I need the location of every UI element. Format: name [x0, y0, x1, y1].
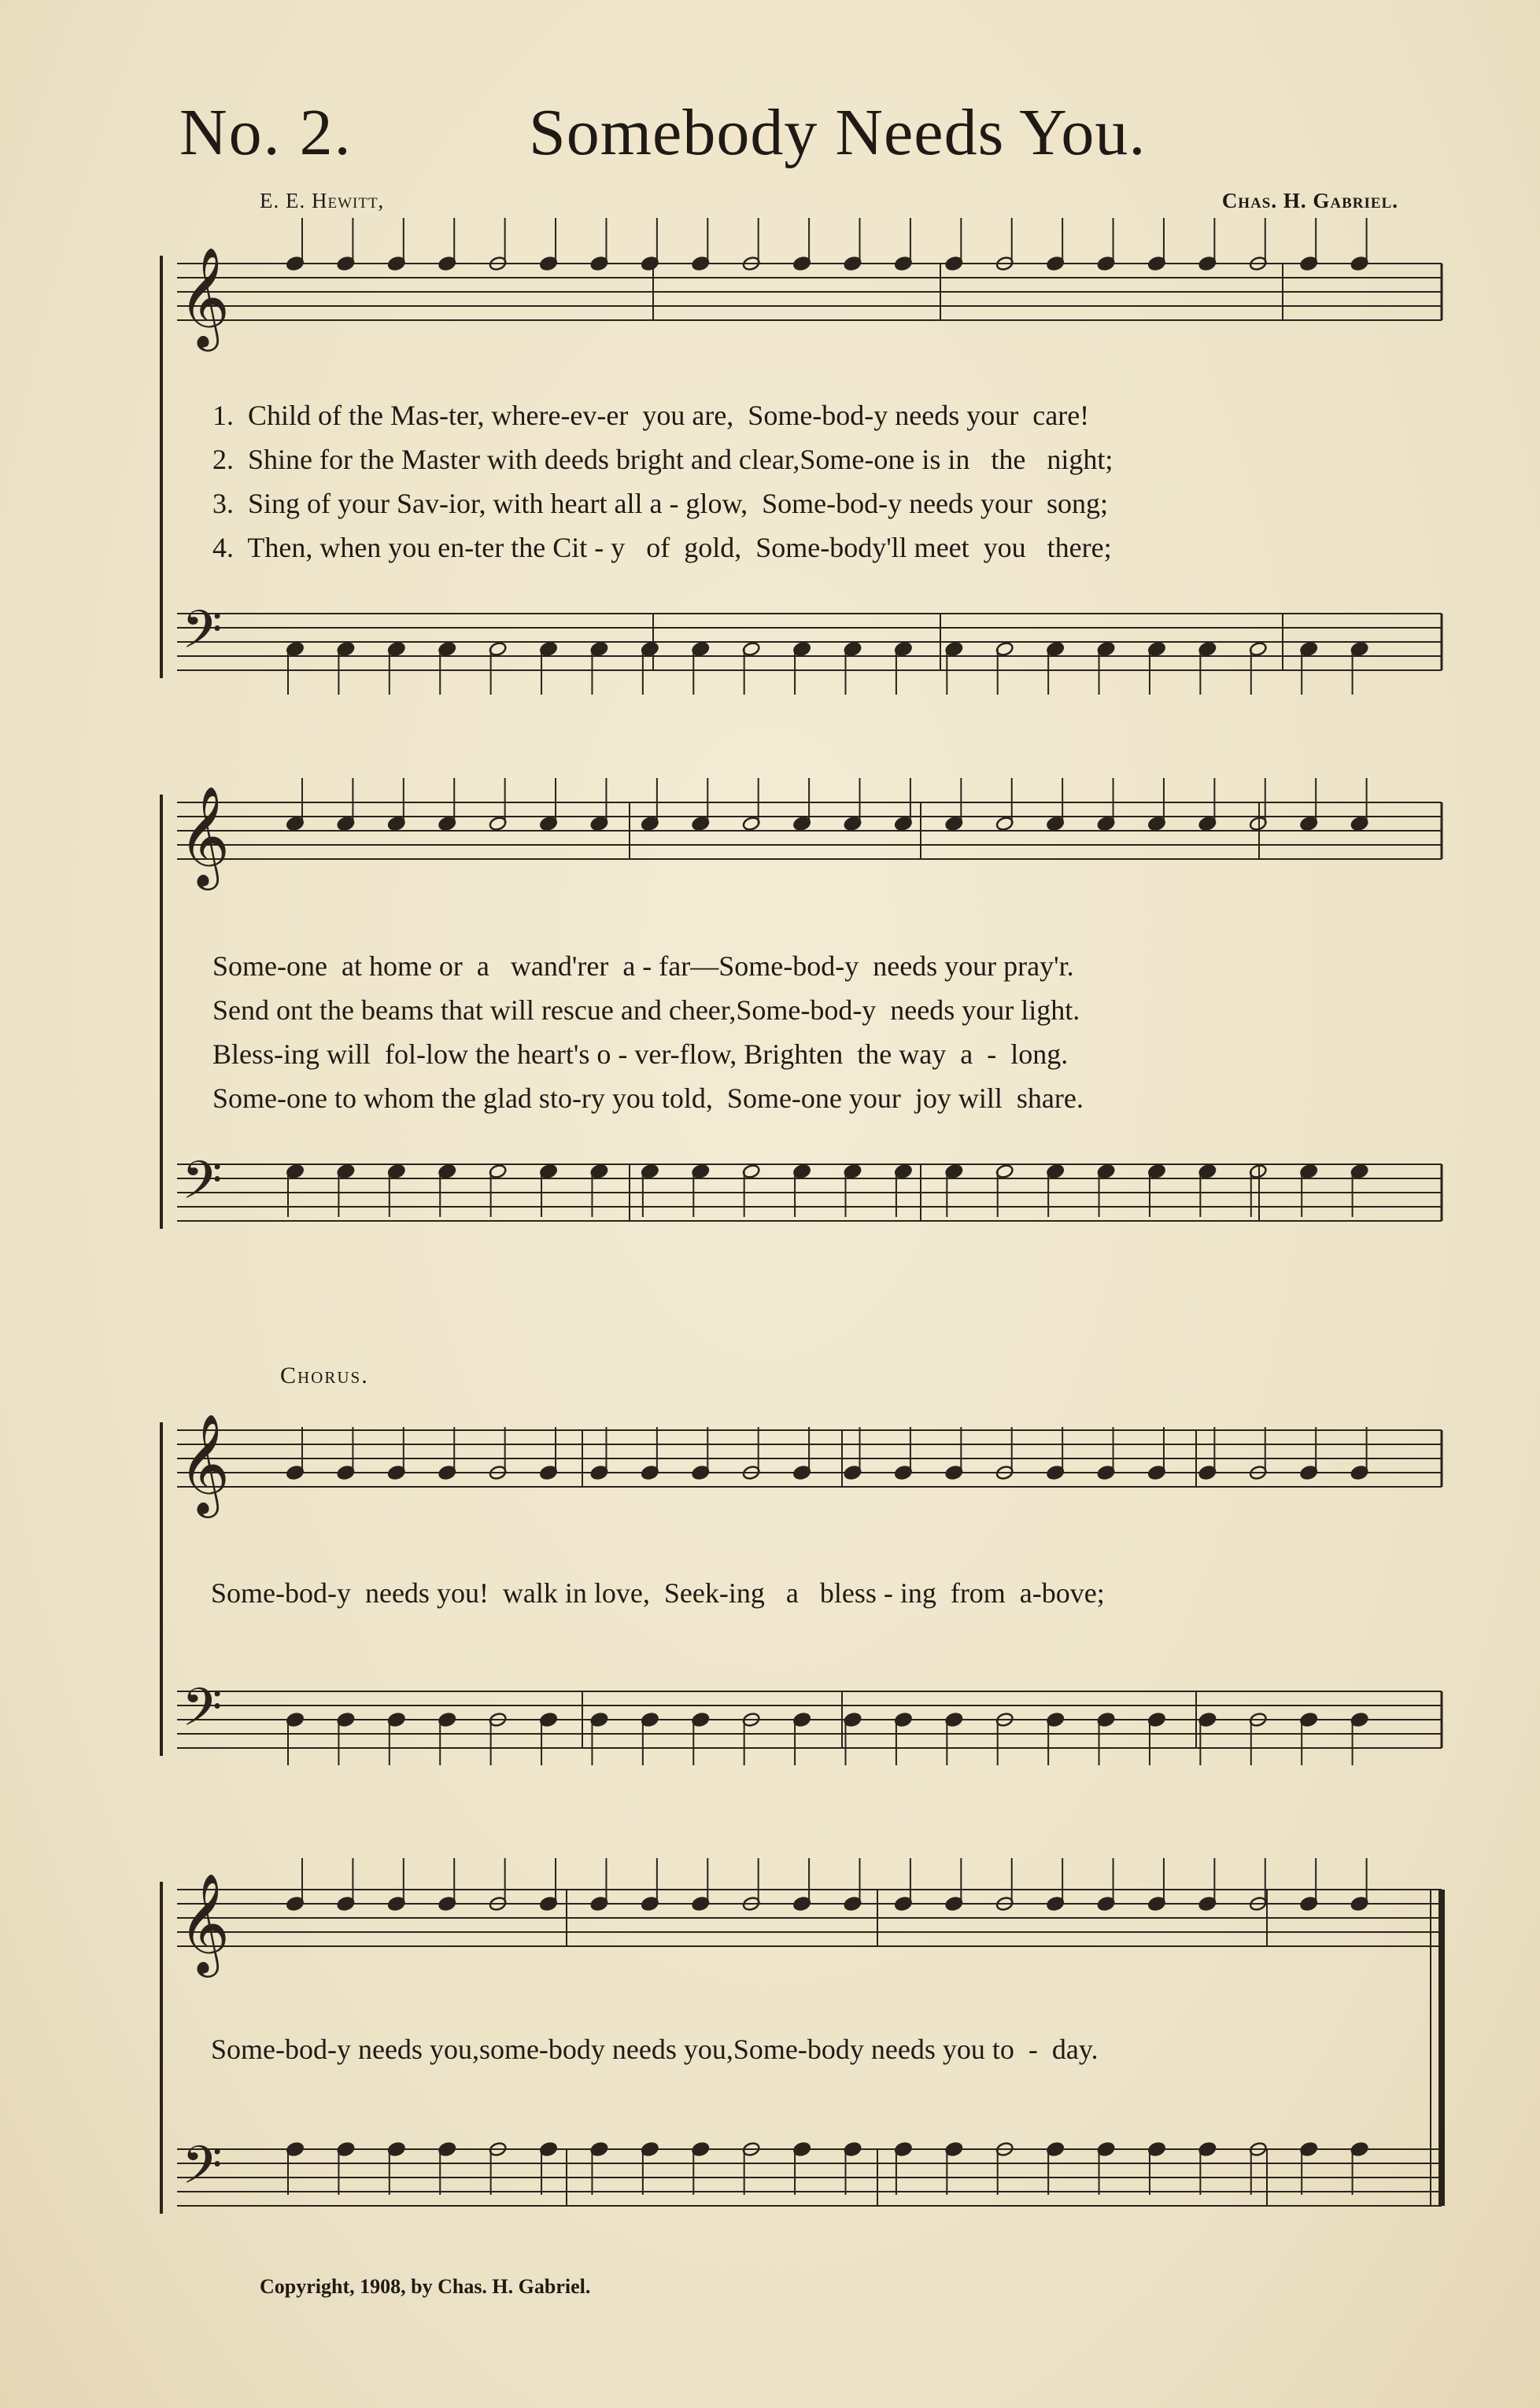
verse-1-continuation: Some-one at home or a wand'rer a - far—Some-bod-y needs your pray'r. — [212, 950, 1074, 982]
bass-clef-icon: 𝄢 — [182, 1150, 223, 1223]
chorus-label: Chorus. — [280, 1363, 369, 1388]
treble-clef-icon: 𝄞 — [179, 1872, 231, 1973]
treble-clef-icon: 𝄞 — [179, 1413, 231, 1514]
verses-block-1 — [212, 393, 1113, 570]
verse-4-continuation: Some-one to whom the glad sto-ry you told, Some-one your joy will share. — [212, 1082, 1084, 1114]
verse-2-line: 2. Shine for the Master with deeds bright and clear,Some-one is in the night; — [212, 444, 1113, 475]
verse-2-continuation: Send ont the beams that will rescue and cheer,Some-bod-y needs your light. — [212, 994, 1080, 1026]
chorus-lyric-1: Some-bod-y needs you! walk in love, Seek-ing a bless - ing from a-bove; — [211, 1577, 1105, 1609]
author-credit: E. E. Hewitt, — [260, 189, 385, 212]
bass-clef-icon: 𝄢 — [182, 1677, 223, 1750]
treble-clef-icon: 𝄞 — [179, 246, 231, 347]
hymn-title: Somebody Needs You. — [529, 96, 1147, 169]
treble-clef-icon: 𝄞 — [179, 785, 231, 886]
copyright-notice: Copyright, 1908, by Chas. H. Gabriel. — [260, 2275, 591, 2298]
hymn-number: No. 2. — [179, 96, 353, 169]
verse-3-continuation: Bless-ing will fol-low the heart's o - ver-flow, Brighten the way a - long. — [212, 1038, 1069, 1070]
composer-credit: Chas. H. Gabriel. — [1221, 189, 1398, 212]
bass-clef-icon: 𝄢 — [182, 599, 223, 673]
bass-clef-icon: 𝄢 — [182, 2135, 223, 2208]
verses-block-2 — [212, 944, 1084, 1120]
chorus-lyric-2: Some-bod-y needs you,some-body needs you,Some-body needs you to - day. — [211, 2034, 1099, 2065]
verse-1-line: 1. Child of the Mas-ter, where-ev-er you are, Some-bod-y needs your care! — [212, 400, 1090, 431]
verse-4-line: 4. Then, when you en-ter the Cit - y of gold, Some-body'll meet you there; — [212, 532, 1112, 563]
verse-3-line: 3. Sing of your Sav-ior, with heart all a - glow, Some-bod-y needs your song; — [212, 488, 1109, 519]
